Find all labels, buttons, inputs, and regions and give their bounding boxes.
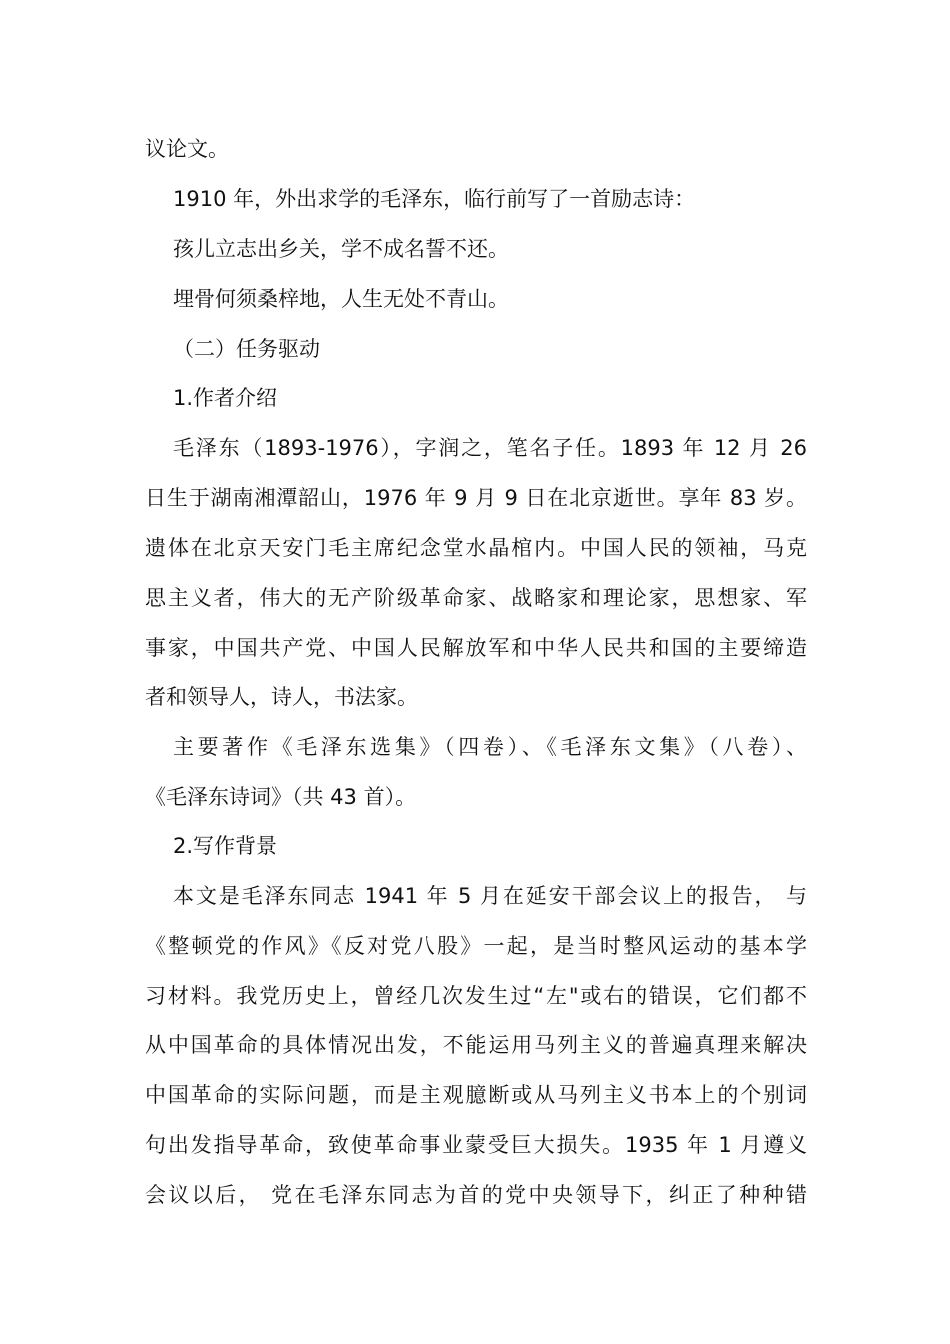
paragraph-line: 日生于湖南湘潭韶山，1976 年 9 月 9 日在北京逝世。享年 83 岁。 — [145, 486, 807, 510]
paragraph-line: 会议以后， 党在毛泽东同志为首的党中央领导下，纠正了种种错 — [145, 1183, 807, 1207]
paragraph-line: 遗体在北京天安门毛主席纪念堂水晶棺内。中国人民的领袖，马克 — [145, 536, 807, 560]
subsection-heading: 1.作者介绍 — [173, 386, 278, 410]
section-heading: （二）任务驱动 — [173, 337, 320, 361]
subsection-heading: 2.写作背景 — [173, 834, 278, 858]
paragraph-line: 1910 年，外出求学的毛泽东，临行前写了一首励志诗： — [173, 187, 696, 211]
paragraph-line: 议论文。 — [145, 137, 229, 161]
paragraph-line: 从中国革命的具体情况出发，不能运用马列主义的普遍真理来解决 — [145, 1033, 807, 1057]
paragraph-line: 《毛泽东诗词》（共 43 首）。 — [145, 785, 417, 809]
paragraph-line: 毛泽东（1893-1976），字润之，笔名子任。1893 年 12 月 26 — [173, 436, 807, 460]
poem-line: 埋骨何须桑梓地，人生无处不青山。 — [173, 287, 509, 311]
paragraph-line: 本文是毛泽东同志 1941 年 5 月在延安干部会议上的报告， 与 — [173, 884, 807, 908]
paragraph-line: 中国革命的实际问题，而是主观臆断或从马列主义书本上的个别词 — [145, 1083, 807, 1107]
paragraph-line: 主要著作《毛泽东选集》（四卷）、《毛泽东文集》（八卷）、 — [173, 735, 807, 759]
paragraph-line: 习材料。我党历史上，曾经几次发生过“左"或右的错误，它们都不 — [145, 984, 807, 1008]
paragraph-line: 事家，中国共产党、中国人民解放军和中华人民共和国的主要缔造 — [145, 636, 807, 660]
paragraph-line: 思主义者，伟大的无产阶级革命家、战略家和理论家，思想家、军 — [145, 586, 807, 610]
poem-line: 孩儿立志出乡关，学不成名誓不还。 — [173, 237, 509, 261]
paragraph-line: 者和领导人，诗人，书法家。 — [145, 685, 418, 709]
paragraph-line: 《整顿党的作风》《反对党八股》一起，是当时整风运动的基本学 — [145, 934, 807, 958]
paragraph-line: 句出发指导革命，致使革命事业蒙受巨大损失。1935 年 1 月遵义 — [145, 1133, 807, 1157]
